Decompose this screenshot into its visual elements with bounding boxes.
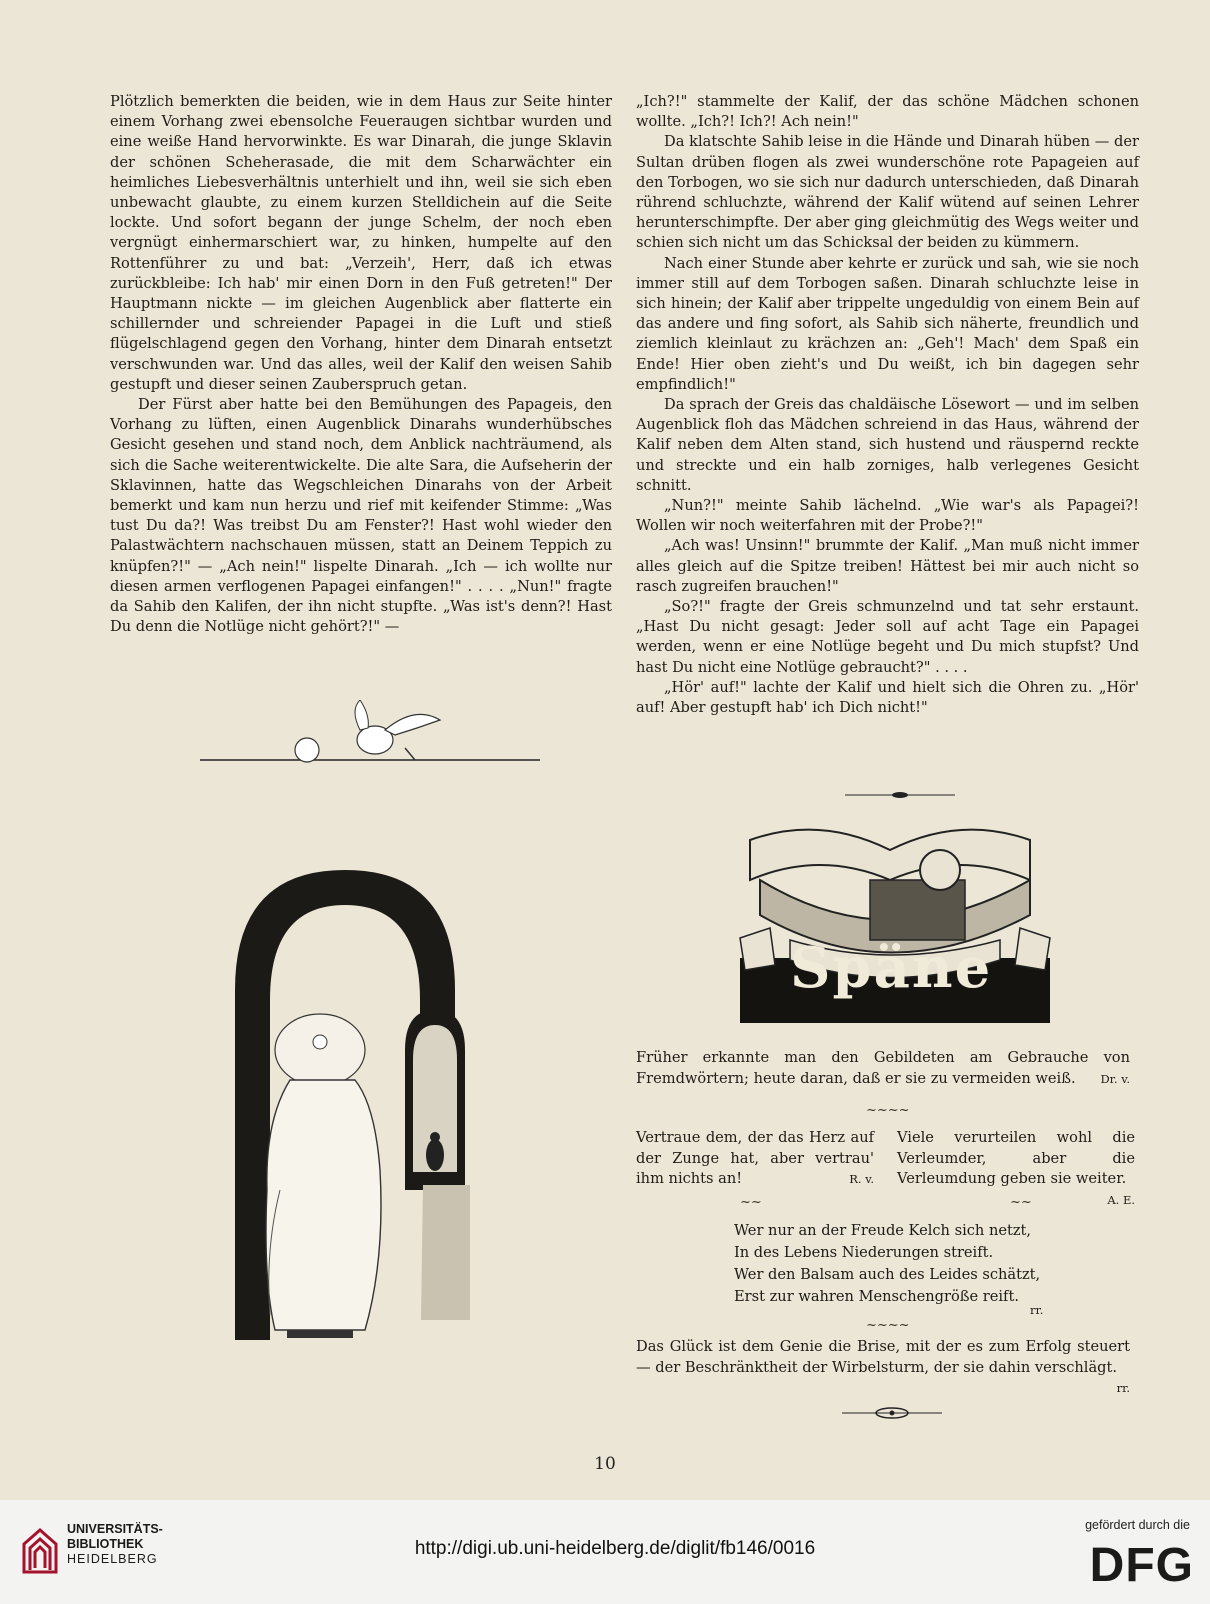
aphorism-signature: A. E. <box>1107 1192 1135 1207</box>
article-paragraph: „So?!" fragte der Greis schmunzelnd und tat sehr erstaunt. „Hast Du nicht gesagt: Jeder soll auf acht Tage ein Papagei werden, wenn er eine Notlüge begeht und Du mich stupfst? Und hast Du nicht eine Notlüge gebraucht?" . . . . <box>636 598 1139 676</box>
aphorism-text: Früher erkannte man den Gebildeten am Gebrauche von Fremdwörtern; heute daran, daß er sie zu vermeiden weiß. <box>636 1049 1130 1087</box>
article-paragraph: Da klatschte Sahib leise in die Hände und Dinarah hüben — der Sultan drüben flogen als zwei wunderschöne rote Papageien auf den Torbogen, wo sie sich nur dadurch unterschieden, daß Dinarah rührend schluchzte, während der Kalif wütend auf seinen Lehrer herunterschimpfte. Der aber ging gleichmütig des Wegs weiter und schien sich nicht um das Schicksal der beiden zu kümmern. <box>636 133 1139 252</box>
tilde-separator: ~~ <box>1010 1195 1032 1210</box>
poem-line: Erst zur wahren Menschengröße reift. <box>734 1288 1019 1305</box>
page-number: 10 <box>594 1454 616 1474</box>
poem <box>734 1220 1074 1308</box>
aphorism-text: Das Glück ist dem Genie die Brise, mit der es zum Erfolg steuert — der Beschränktheit der Wirbelsturm, der sie dahin verschlägt. <box>636 1338 1130 1376</box>
aphorism <box>636 1128 874 1190</box>
article-right-column <box>636 92 1139 718</box>
ornament-rule <box>845 790 955 800</box>
end-ornament <box>842 1406 942 1420</box>
library-name-line: UNIVERSITÄTS- <box>67 1522 163 1536</box>
gate-illustration <box>195 860 555 1340</box>
aphorism-signature: Dr. v. <box>1100 1071 1130 1086</box>
article-paragraph: „Hör' auf!" lachte der Kalif und hielt sich die Ohren zu. „Hör' auf! Aber gestupft hab' ich Dich nicht!" <box>636 678 1139 717</box>
article-paragraph: „Ach was! Unsinn!" brummte der Kalif. „Man muß nicht immer alles gleich auf die Spitze treiben! Hättest bei mir auch nicht so rasch zugreifen brauchen!" <box>636 537 1139 595</box>
article-paragraph: Plötzlich bemerkten die beiden, wie in dem Haus zur Seite hinter einem Vorhang zwei ebensolche Feueraugen sichtbar wurden und eine weiße Hand hervorwinkte. Es war Dinarah, die junge Sklavin der schönen Scheherasade, die mit dem Scharwächter ein heimliches Liebesverhältnis unterhielt und ihn, weil sie sich eben unbewacht glaubte, zu einem kurzen Stelldichein auf die Seite lockte. Und sofort begann der junge Schelm, der noch eben vergnügt einhermarschiert war, zu hinken, humpelte auf den Rottenführer zu und bat: „Verzeih', Herr, daß ich etwas zurückbleibe: Ich hab' mir einen Dorn in den Fuß getreten!" Der Hauptmann nickte — im gleichen Augenblick aber flatterte ein schillernder und schreiender Papagei in die Luft und stieß flügelschlagend gegen den Vorhang, hinter dem Dinarah entsetzt verschwunden war. Und das alles, weil der Kalif den weisen Sahib gestupft und dieser seinen Zauberspruch getan. <box>110 93 612 393</box>
permalink-url[interactable]: http://digi.ub.uni-heidelberg.de/diglit/fb146/0016 <box>414 1538 816 1559</box>
article-paragraph: Der Fürst aber hatte bei den Bemühungen des Papageis, den Vorhang zu lüften, einen Augenblick Dinarahs wunderhübsches Gesicht gesehen und stand noch, dem Anblick nachträumend, als sich die Sache weiterentwickelte. Die alte Sara, die Aufseherin der Sklavinnen, hatte das Wegschleichen Dinarahs von der Arbeit bemerkt und kam nun herzu und rief mit keifender Stimme: „Was tust Du da?! Was treibst Du am Fenster?! Hast wohl wieder den Palastwächtern nachschauen müssen, statt an Deinem Teppich zu knüpfen?!" — „Ach nein!" lispelte Dinarah. „Ich — ich wollte nur diesen armen verflogenen Papagei einfangen!" . . . . „Nun!" fragte da Sahib den Kalifen, der ihn nicht stupfte. „Was ist's denn?! Hast Du denn die Notlüge nicht gehört?!" — <box>110 396 612 636</box>
spaene-heading-vignette <box>730 820 1060 1025</box>
article-paragraph: „Ich?!" stammelte der Kalif, der das schöne Mädchen schonen wollte. „Ich?! Ich?! Ach nein!" <box>636 93 1139 131</box>
aphorism-signature: R. v. <box>849 1172 874 1186</box>
article-paragraph: Da sprach der Greis das chaldäische Lösewort — und im selben Augenblick floh das Mädchen schreiend in das Haus, während der Kalif neben dem Alten stand, sich hustend und räuspernd reckte und streckte und ein halb zorniges, halb verlegenes Gesicht schnitt. <box>636 396 1139 494</box>
section-heading: Späne <box>790 935 993 1001</box>
tilde-separator: ~~ <box>740 1195 762 1210</box>
library-name-line: HEIDELBERG <box>67 1552 158 1566</box>
parrots-vignette <box>200 700 540 770</box>
library-name <box>67 1522 163 1567</box>
aphorism-text: Viele verurteilen wohl die Verleumder, aber die Verleumdung geben sie weiter. <box>897 1129 1135 1187</box>
dfg-logo[interactable]: DFG <box>1089 1539 1194 1592</box>
university-library-logo[interactable] <box>20 1526 60 1576</box>
funding-note: gefördert durch die <box>1085 1518 1190 1532</box>
article-paragraph: „Nun?!" meinte Sahib lächelnd. „Wie war's als Papagei?! Wollen wir noch weiterfahren mit der Probe?!" <box>636 497 1139 535</box>
poem-line: In des Lebens Niederungen streift. <box>734 1244 994 1261</box>
tilde-separator: ~~~~ <box>866 1103 910 1118</box>
poem-line: Wer den Balsam auch des Leides schätzt, <box>734 1266 1041 1283</box>
poem-signature: rr. <box>1030 1303 1044 1317</box>
footer-bar <box>0 1500 1210 1604</box>
aphorism-text: Vertraue dem, der das Herz auf der Zunge hat, aber vertrau' ihm nichts an! <box>636 1129 874 1187</box>
aphorism <box>636 1337 1130 1399</box>
aphorism <box>636 1048 1130 1089</box>
tilde-separator: ~~~~ <box>866 1318 910 1333</box>
poem-line: Wer nur an der Freude Kelch sich netzt, <box>734 1222 1032 1239</box>
article-left-column <box>110 92 612 637</box>
aphorism-signature: rr. <box>1116 1381 1130 1395</box>
article-paragraph: Nach einer Stunde aber kehrte er zurück und sah, wie sie noch immer still auf dem Torbogen saßen. Dinarah schluchzte leise in sich hinein; der Kalif aber trippelte ungeduldig von einem Bein auf das andere und fing sofort, als Sahib sich näherte, freundlich und ziemlich kleinlaut zu krächzen an: „Geh'! Mach' dem Spaß ein Ende! Hier oben zieht's und Du weißt, ich bin dagegen sehr empfindlich!" <box>636 254 1139 393</box>
library-name-line: BIBLIOTHEK <box>67 1537 144 1551</box>
